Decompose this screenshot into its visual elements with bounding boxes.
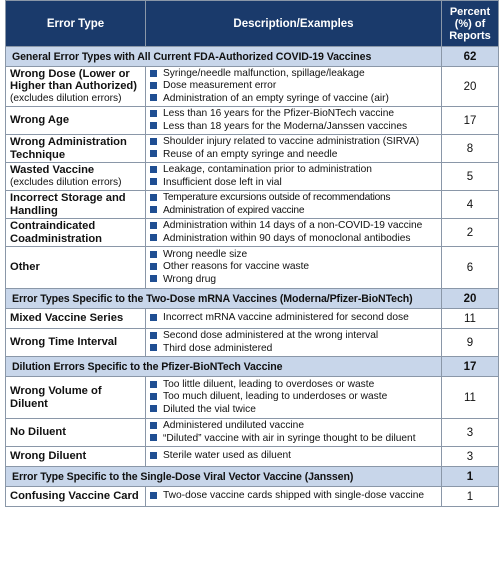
section-label: Error Type Specific to the Single-Dose Viral Vector Vaccine (Janssen): [6, 467, 442, 487]
section-label: Dilution Errors Specific to the Pfizer-BioNTech Vaccine: [6, 357, 442, 377]
description-cell: [146, 419, 442, 447]
error-type-label: Wrong Volume of Diluent: [10, 385, 102, 410]
bullet-item: [150, 233, 437, 245]
bullet-item: [150, 420, 437, 432]
square-bullet-icon: [150, 222, 157, 229]
bullet-text: Third dose administered: [163, 342, 273, 354]
description-cell: [146, 163, 442, 191]
bullet-text: Other reasons for vaccine waste: [163, 261, 310, 273]
bullet-text: Syringe/needle malfunction, spillage/leakage: [163, 68, 365, 80]
bullet-text: Less than 16 years for the Pfizer-BioNTech vaccine: [163, 108, 395, 120]
bullet-item: [150, 249, 437, 261]
table-row: [6, 67, 499, 107]
square-bullet-icon: [150, 150, 157, 157]
square-bullet-icon: [150, 263, 157, 270]
bullet-text: Wrong drug: [163, 273, 217, 285]
table-row: [6, 135, 499, 163]
error-type-label: Mixed Vaccine Series: [10, 312, 124, 325]
square-bullet-icon: [150, 393, 157, 400]
percent-cell: 9: [442, 329, 499, 357]
bullet-text: Too much diluent, leading to underdoses or waste: [163, 391, 388, 403]
error-type-note: (excludes dilution errors): [10, 92, 122, 104]
bullet-text: Administration of an empty syringe of vaccine (air): [163, 92, 389, 104]
bullet-item: [150, 164, 437, 176]
section-label: General Error Types with All Current FDA-Authorized COVID-19 Vaccines: [6, 47, 442, 67]
error-type-label: Wrong Diluent: [10, 450, 87, 463]
table-row: [6, 377, 499, 419]
bullet-text: Shoulder injury related to vaccine administration (SIRVA): [163, 136, 420, 148]
bullet-item: [150, 490, 437, 502]
bullet-item: [150, 343, 437, 355]
description-cell: [146, 191, 442, 219]
bullet-item: [150, 433, 437, 445]
bullet-text: Leakage, contamination prior to administration: [163, 164, 372, 176]
bullet-text: Administered undiluted vaccine: [163, 420, 305, 432]
percent-cell: 11: [442, 309, 499, 329]
description-cell: [146, 247, 442, 289]
bullet-item: [150, 274, 437, 286]
bullet-text: Too little diluent, leading to overdoses or waste: [163, 379, 375, 391]
bullet-text: Second dose administered at the wrong interval: [163, 330, 379, 342]
percent-cell: 11: [442, 377, 499, 419]
table-row: [6, 447, 499, 467]
percent-cell: 8: [442, 135, 499, 163]
section-row: [6, 47, 499, 67]
bullet-item: [150, 330, 437, 342]
description-cell: [146, 67, 442, 107]
bullet-item: [150, 261, 437, 273]
error-type-label: Confusing Vaccine Card: [10, 490, 139, 503]
percent-cell: 6: [442, 247, 499, 289]
square-bullet-icon: [150, 251, 157, 258]
error-type-label: Wrong Administration Technique: [10, 136, 127, 161]
bullet-text: Diluted the vial twice: [163, 403, 256, 415]
bullet-item: [150, 136, 437, 148]
error-type-label: Wrong Age: [10, 114, 70, 127]
square-bullet-icon: [150, 234, 157, 241]
vaccine-error-table: [5, 0, 499, 507]
square-bullet-icon: [150, 381, 157, 388]
percent-cell: 1: [442, 487, 499, 507]
error-type-label: Wrong Dose (Lower or Higher than Authorized): [10, 67, 137, 93]
percent-cell: 3: [442, 447, 499, 467]
table-row: [6, 219, 499, 247]
bullet-text: Less than 18 years for the Moderna/Janssen vaccines: [163, 120, 408, 132]
bullet-item: [150, 177, 437, 189]
percent-cell: 4: [442, 191, 499, 219]
square-bullet-icon: [150, 82, 157, 89]
section-percent: 1: [442, 467, 499, 487]
table-row: [6, 329, 499, 357]
error-type-label: Other: [10, 261, 40, 274]
error-type-cell: [6, 191, 146, 219]
section-row: [6, 289, 499, 309]
error-type-cell: [6, 67, 146, 107]
bullet-item: [150, 379, 437, 391]
square-bullet-icon: [150, 275, 157, 282]
error-type-cell: [6, 447, 146, 467]
error-type-cell: [6, 107, 146, 135]
bullet-text: Two-dose vaccine cards shipped with single-dose vaccine: [163, 490, 425, 502]
percent-cell: 17: [442, 107, 499, 135]
section-percent: 20: [442, 289, 499, 309]
description-cell: [146, 107, 442, 135]
square-bullet-icon: [150, 194, 157, 201]
bullet-item: [150, 205, 437, 217]
section-row: [6, 357, 499, 377]
square-bullet-icon: [150, 452, 157, 459]
square-bullet-icon: [150, 492, 157, 499]
bullet-text: Insufficient dose left in vial: [163, 176, 282, 188]
bullet-item: [150, 80, 437, 92]
square-bullet-icon: [150, 332, 157, 339]
bullet-text: Wrong needle size: [163, 249, 248, 261]
bullet-text: “Diluted” vaccine with air in syringe thought to be diluent: [163, 432, 416, 444]
table-row: [6, 247, 499, 289]
percent-cell: 5: [442, 163, 499, 191]
square-bullet-icon: [150, 206, 157, 213]
error-type-cell: [6, 135, 146, 163]
section-percent: 17: [442, 357, 499, 377]
description-cell: [146, 329, 442, 357]
percent-cell: 3: [442, 419, 499, 447]
bullet-text: Administration within 14 days of a non-COVID-19 vaccine: [163, 220, 423, 232]
table-row: [6, 419, 499, 447]
square-bullet-icon: [150, 344, 157, 351]
error-type-label: No Diluent: [10, 426, 66, 439]
square-bullet-icon: [150, 314, 157, 321]
error-type-label: Contraindicated Coadministration: [10, 220, 102, 245]
square-bullet-icon: [150, 434, 157, 441]
header-description: Description/Examples: [146, 1, 442, 47]
section-row: [6, 467, 499, 487]
section-label: Error Types Specific to the Two-Dose mRNA Vaccines (Moderna/Pfizer-BioNTech): [6, 289, 442, 309]
error-type-cell: [6, 419, 146, 447]
error-type-cell: [6, 487, 146, 507]
bullet-text: Administration of expired vaccine: [163, 204, 305, 216]
square-bullet-icon: [150, 122, 157, 129]
header-error-type: Error Type: [6, 1, 146, 47]
table-row: [6, 163, 499, 191]
bullet-item: [150, 450, 437, 462]
bullet-item: [150, 149, 437, 161]
error-type-cell: [6, 219, 146, 247]
error-type-cell: [6, 329, 146, 357]
error-type-cell: [6, 377, 146, 419]
bullet-text: Dose measurement error: [163, 80, 277, 92]
table-row: [6, 107, 499, 135]
section-percent: 62: [442, 47, 499, 67]
description-cell: [146, 219, 442, 247]
description-cell: [146, 135, 442, 163]
table-row: [6, 309, 499, 329]
description-cell: [146, 447, 442, 467]
percent-cell: 2: [442, 219, 499, 247]
error-type-note: (excludes dilution errors): [10, 176, 122, 188]
bullet-item: [150, 220, 437, 232]
bullet-item: [150, 68, 437, 80]
table-body: [6, 47, 499, 507]
bullet-item: [150, 404, 437, 416]
square-bullet-icon: [150, 166, 157, 173]
error-type-cell: [6, 163, 146, 191]
bullet-item: [150, 108, 437, 120]
bullet-text: Incorrect mRNA vaccine administered for second dose: [163, 312, 409, 324]
description-cell: [146, 309, 442, 329]
bullet-text: Administration within 90 days of monoclonal antibodies: [163, 232, 411, 244]
square-bullet-icon: [150, 110, 157, 117]
square-bullet-icon: [150, 138, 157, 145]
bullet-text: Sterile water used as diluent: [163, 450, 291, 462]
square-bullet-icon: [150, 178, 157, 185]
error-type-label: Wrong Time Interval: [10, 336, 118, 349]
square-bullet-icon: [150, 422, 157, 429]
table-row: [6, 487, 499, 507]
bullet-item: [150, 192, 437, 204]
square-bullet-icon: [150, 405, 157, 412]
percent-cell: 20: [442, 67, 499, 107]
error-type-cell: [6, 309, 146, 329]
error-type-label: Incorrect Storage and Handling: [10, 192, 126, 217]
header-percent: Percent (%) of Reports: [442, 1, 499, 47]
bullet-item: [150, 391, 437, 403]
description-cell: [146, 377, 442, 419]
bullet-item: [150, 312, 437, 324]
error-type-label: Wasted Vaccine: [10, 164, 95, 176]
description-cell: [146, 487, 442, 507]
table-row: [6, 191, 499, 219]
bullet-text: Temperature excursions outside of recommendations: [163, 192, 391, 204]
error-type-cell: [6, 247, 146, 289]
header-row: [6, 1, 499, 47]
square-bullet-icon: [150, 94, 157, 101]
square-bullet-icon: [150, 70, 157, 77]
bullet-text: Reuse of an empty syringe and needle: [163, 148, 338, 160]
bullet-item: [150, 93, 437, 105]
bullet-item: [150, 121, 437, 133]
